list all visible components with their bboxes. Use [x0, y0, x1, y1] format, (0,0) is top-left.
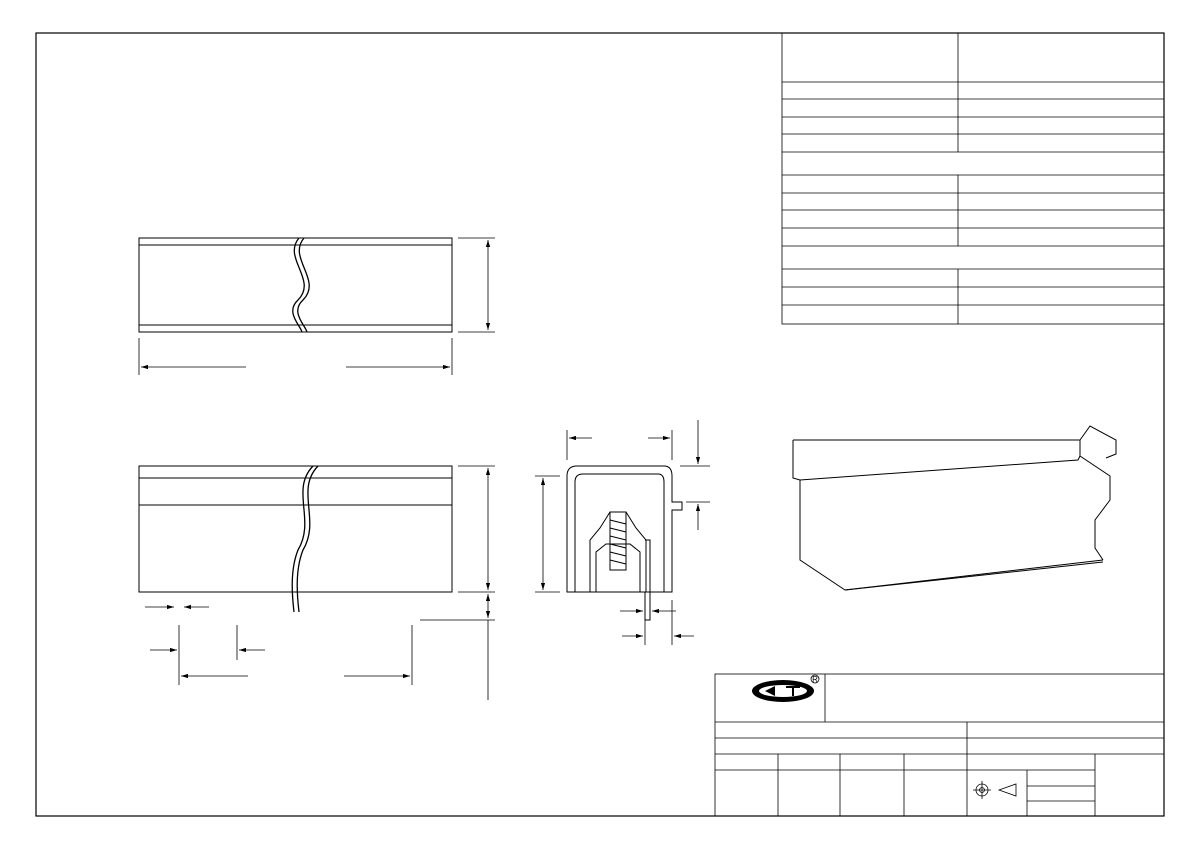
top-view-dims [139, 238, 495, 375]
svg-text:R: R [812, 675, 818, 684]
chaoyue-logo [752, 675, 819, 702]
projection-symbol-icon [973, 781, 1016, 799]
sheet-border [36, 33, 1164, 816]
front-view-dims [145, 466, 495, 700]
top-view [139, 238, 452, 332]
spec-table [782, 33, 1164, 324]
side-view [567, 466, 682, 620]
isometric-view [793, 426, 1116, 590]
front-view [139, 466, 452, 612]
side-view-dims [535, 420, 710, 645]
